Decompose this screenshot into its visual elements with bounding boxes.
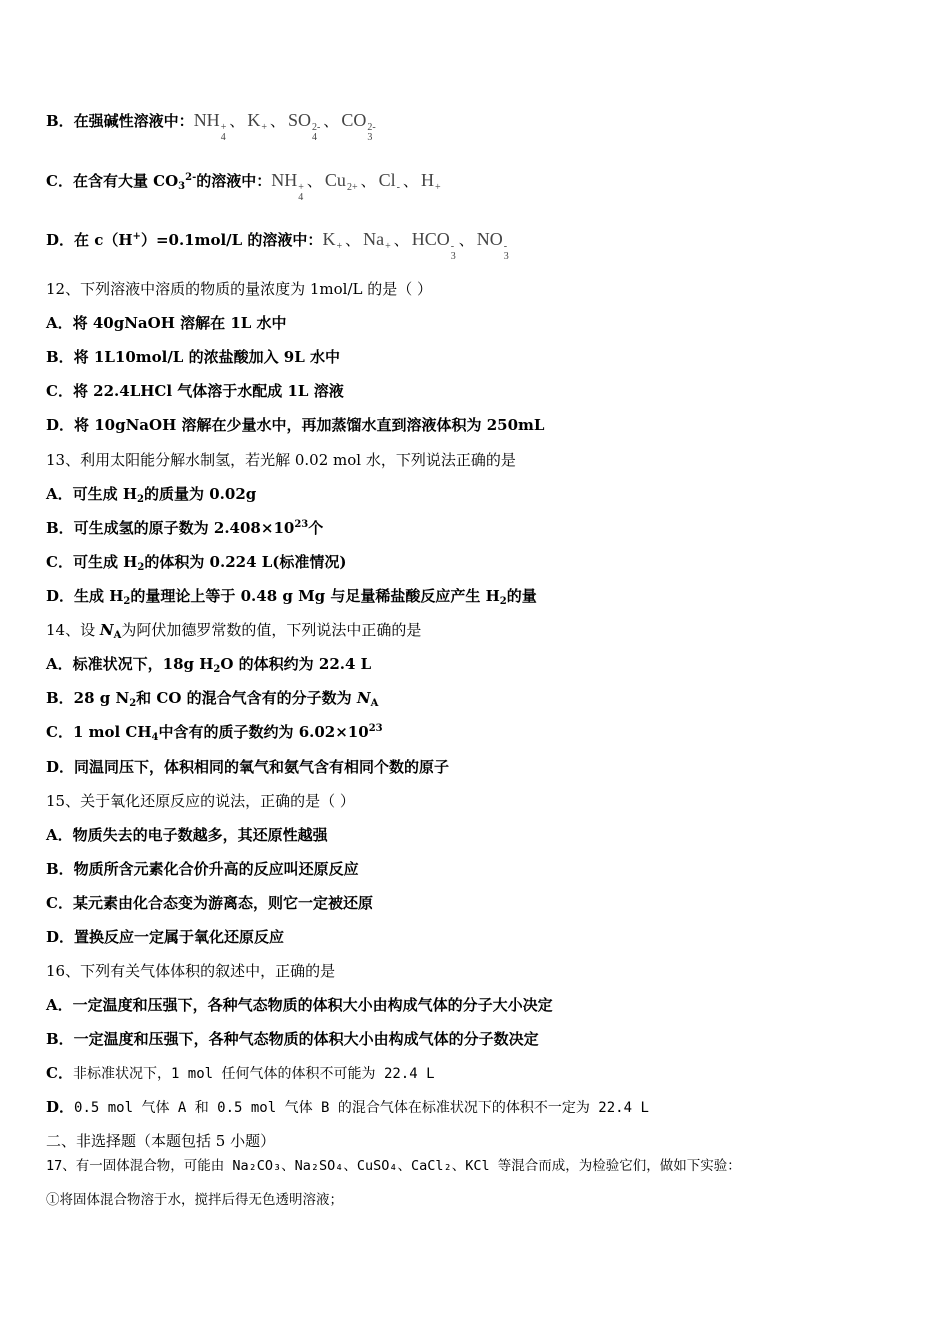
q17-stem: 17、有一固体混合物，可能由 Na₂CO₃、Na₂SO₄、CuSO₄、CaCl₂、KCl 等混合而成，为检验它们，做如下实验： xyxy=(46,1158,741,1174)
q12-option-d: D．将 10gNaOH 溶解在少量水中，再加蒸馏水直到溶液体积为 250mL xyxy=(46,416,545,434)
ion-copper: Cu 2+ xyxy=(324,170,358,193)
q11-option-d: D．在 c（H+）=0.1mol/L 的溶液中：K + 、 Na + 、 HCO - 3 、 NO - 3 xyxy=(46,229,509,262)
q13-option-c: C．可生成 $H_2$的体积为 0.224 L(标准情况) xyxy=(46,553,347,573)
q15-stem: 15、关于氧化还原反应的说法，正确的是（ ） xyxy=(46,792,355,810)
q16-option-c: C．非标准状况下，1 mol 任何气体的体积不可能为 22.4 L xyxy=(46,1064,435,1082)
ion-ammonium: NH + 4 xyxy=(271,170,304,203)
q16-option-b: B．一定温度和压强下，各种气态物质的体积大小由构成气体的分子数决定 xyxy=(46,1030,539,1048)
q16-option-a: A．一定温度和压强下，各种气态物质的体积大小由构成气体的分子大小决定 xyxy=(46,996,553,1014)
q13-stem: 13、利用太阳能分解水制氢，若光解 0.02 mol 水，下列说法正确的是 xyxy=(46,451,516,469)
q15-option-b: B．物质所含元素化合价升高的反应叫还原反应 xyxy=(46,860,359,878)
q11-option-b: B．在强碱性溶液中：NH + 4 、 K + 、 SO 2- 4 、 CO 2- 3 xyxy=(46,110,376,143)
q12-option-a: A．将 40gNaOH 溶解在 1L 水中 xyxy=(46,314,287,332)
q15-option-a: A．物质失去的电子数越多，其还原性越强 xyxy=(46,826,328,844)
q14-option-a: A．标准状况下，18g $H_2O$ 的体积约为 22.4 L xyxy=(46,655,372,675)
ion-potassium: K + xyxy=(247,110,267,133)
q14-option-d: D．同温同压下，体积相同的氧气和氨气含有相同个数的原子 xyxy=(46,758,450,776)
q13-option-b: B．可生成氢的原子数为 $2.408\times 10^{23}$个 xyxy=(46,519,324,537)
ion-sodium: Na + xyxy=(363,229,391,252)
q11-b-prefix: B．在强碱性溶液中： xyxy=(46,112,194,130)
ion-chloride: Cl - xyxy=(378,170,400,193)
q14-option-c: C．1 mol $CH_4$中含有的质子数约为 $6.02\times 10^{23}$ xyxy=(46,723,383,743)
ion-hydrogen: H + xyxy=(420,170,441,193)
ion-carbonate: CO 2- 3 xyxy=(341,110,376,143)
q11-option-c: C．在含有大量 $CO_3^{2-}$的溶液中：NH + 4 、 Cu 2+ 、 Cl - 、 H + xyxy=(46,170,441,203)
section-heading: 二、非选择题（本题包括 5 小题） xyxy=(46,1132,276,1150)
q16-option-d: D．0.5 mol 气体 A 和 0.5 mol 气体 B 的混合气体在标准状况下的体积不一定为 22.4 L xyxy=(46,1098,649,1116)
q17-step-1: ①将固体混合物溶于水，搅拌后得无色透明溶液； xyxy=(46,1192,343,1208)
q14-stem: 14、设 $N_A$为阿伏加德罗常数的值，下列说法中正确的是 xyxy=(46,621,422,641)
q16-stem: 16、下列有关气体体积的叙述中，正确的是 xyxy=(46,962,336,980)
ion-bicarbonate: HCO - 3 xyxy=(411,229,456,262)
ion-nitrate: NO - 3 xyxy=(476,229,509,262)
q13-option-d: D．生成 $H_2$的量理论上等于 0.48 g Mg 与足量稀盐酸反应产生 $H_2$的量 xyxy=(46,587,537,607)
q13-option-a: A．可生成 $H_2$的质量为 0.02g xyxy=(46,485,257,505)
q12-option-c: C．将 22.4LHCl 气体溶于水配成 1L 溶液 xyxy=(46,382,344,400)
q12-stem: 12、下列溶液中溶质的物质的量浓度为 1mol/L 的是（ ） xyxy=(46,280,433,298)
q15-option-d: D．置换反应一定属于氧化还原反应 xyxy=(46,928,285,946)
ion-sulfate: SO 2- 4 xyxy=(288,110,321,143)
ion-ammonium: NH + 4 xyxy=(193,110,227,143)
q14-option-b: B．28 g $N_2$和 CO 的混合气含有的分子数为 $N_A$ xyxy=(46,689,379,709)
q12-option-b: B．将 1L10mol/L 的浓盐酸加入 9L 水中 xyxy=(46,348,341,366)
q15-option-c: C．某元素由化合态变为游离态，则它一定被还原 xyxy=(46,894,373,912)
ion-potassium: K + xyxy=(322,229,343,252)
